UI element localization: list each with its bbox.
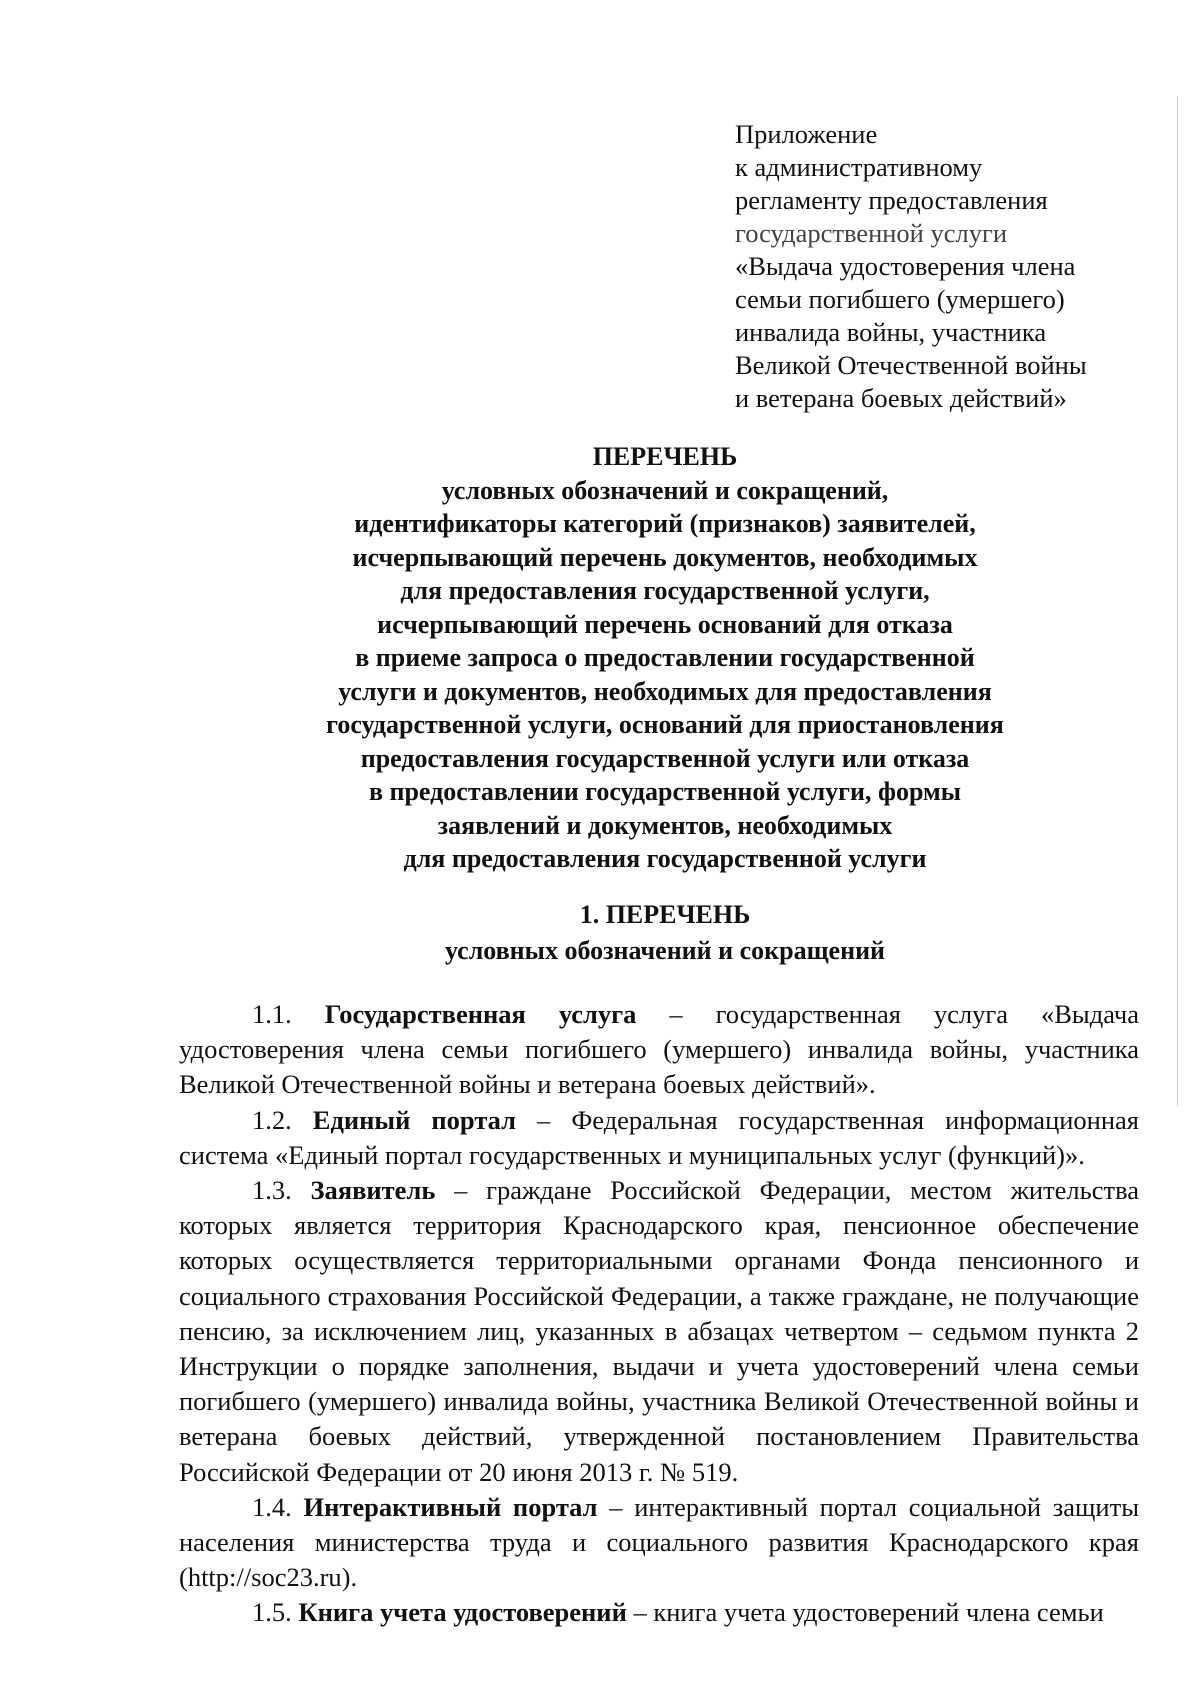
appendix-line: Приложение — [735, 119, 878, 149]
item-text: – книга учета удостоверений члена семьи — [626, 1597, 1104, 1628]
item-number: 1.1. — [252, 999, 292, 1029]
appendix-line: инвалида войны, участника — [735, 317, 1047, 347]
item-number: 1.3. — [252, 1175, 292, 1206]
title-line: в приеме запроса о предоставлении государственной — [355, 643, 975, 672]
item-term: Заявитель — [310, 1175, 436, 1206]
title-line: предоставления государственной услуги или отказа — [360, 743, 970, 773]
appendix-line: регламенту предоставления — [735, 185, 1048, 215]
item-number: 1.5. — [252, 1597, 292, 1628]
definitions-list — [179, 997, 1139, 1631]
title-line: государственной услуги, оснований для приостановления — [326, 710, 1004, 739]
appendix-note — [735, 118, 1155, 415]
section-subtitle: условных обозначений и сокращений — [444, 936, 886, 965]
item-term: Книга учета удостоверений — [298, 1597, 627, 1628]
section-heading — [0, 897, 1200, 969]
title-line: в предоставлении государственной услуги, формы — [368, 777, 962, 806]
item-term: Единый портал — [312, 1104, 517, 1135]
section-number-title: 1. ПЕРЕЧЕНЬ — [579, 900, 751, 929]
appendix-line: государственной услуги — [735, 218, 1008, 248]
item-text: – граждане Российской Федерации, местом жительства которых является территория Краснодарского края, пенсионное обеспечение которых осуществляется территориальными органами Фонда пенсионного и социального страхования Российской Федерации, а также граждане, не получающие пенсию, за исключением лиц, указанных в абзацах четвертом – седьмом пункта 2 Инструкции о порядке заполнения, выдачи и учета удостоверений члена семьи погибшего (умершего) инвалида войны, участника Великой Отечественной войны и ветерана боевых действий, утвержденной постановлением Правительства Российской Федерации от 20 июня 2013 г. № 519. — [179, 1175, 1139, 1487]
title-line: для предоставления государственной услуги — [403, 844, 927, 873]
definition-item — [179, 1103, 1139, 1173]
appendix-line: семьи погибшего (умершего) — [735, 284, 1065, 314]
item-term: Интерактивный портал — [303, 1491, 598, 1522]
document-title — [0, 440, 1200, 876]
item-number: 1.2. — [252, 1104, 292, 1135]
item-number: 1.4. — [252, 1491, 292, 1522]
appendix-line: Великой Отечественной войны — [735, 350, 1087, 380]
definition-item — [179, 1173, 1139, 1490]
item-text: – Федеральная государственная информационная система «Единый портал государственных и муниципальных услуг (функций)». — [179, 1104, 1139, 1170]
title-line: заявлений и документов, необходимых — [437, 810, 893, 840]
title-line: исчерпывающий перечень документов, необходимых — [352, 542, 978, 572]
definition-item — [179, 1490, 1139, 1596]
appendix-line: и ветерана боевых действий» — [735, 383, 1067, 413]
title-line: условных обозначений и сокращений, — [441, 475, 889, 505]
appendix-line: к административному — [735, 152, 983, 182]
definition-item — [179, 1595, 1139, 1630]
title-line: услуги и документов, необходимых для предоставления — [338, 676, 992, 706]
title-line: ПЕРЕЧЕНЬ — [592, 442, 738, 471]
item-text: – государственная услуга «Выдача удостоверения члена семьи погибшего (умершего) инвалида войны, участника Великой Отечественной войны и ветерана боевых действий». — [179, 999, 1139, 1100]
item-text: – интерактивный портал социальной защиты населения министерства труда и социального развития Краснодарского края (http://soc23.ru). — [179, 1491, 1140, 1593]
item-term: Государственная услуга — [324, 999, 637, 1029]
definition-item — [179, 997, 1139, 1103]
title-line: идентификаторы категорий (признаков) заявителей, — [354, 509, 976, 538]
appendix-line: «Выдача удостоверения члена — [735, 251, 1076, 281]
title-line: исчерпывающий перечень оснований для отказа — [377, 609, 953, 639]
title-line: для предоставления государственной услуги, — [400, 576, 930, 605]
